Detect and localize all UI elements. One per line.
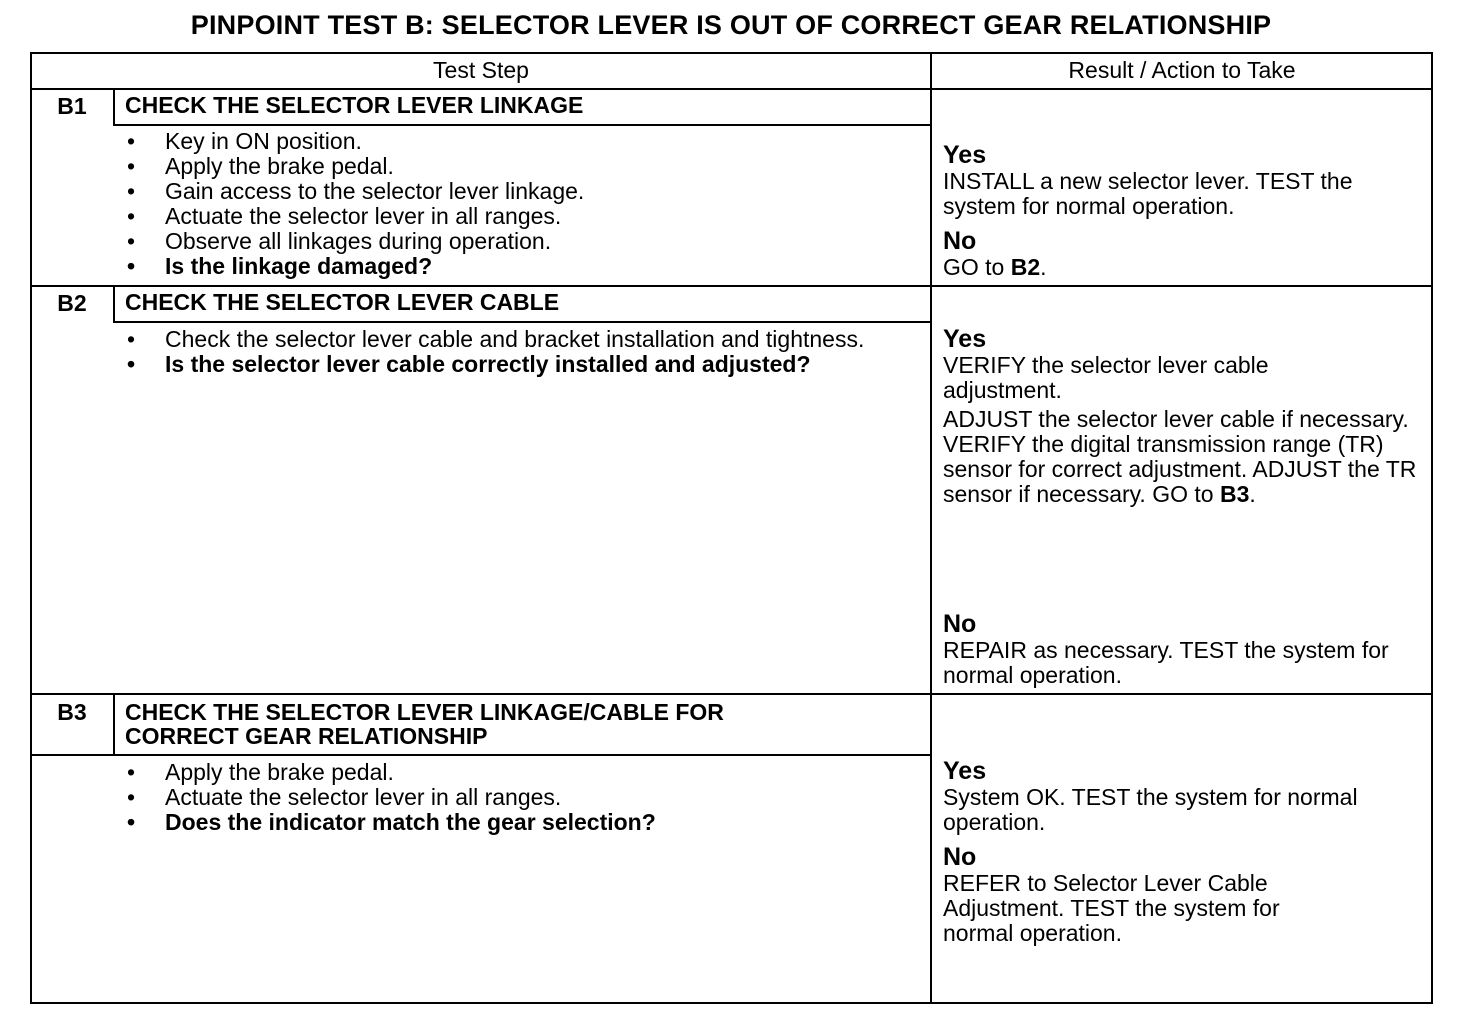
step-title-b2: CHECK THE SELECTOR LEVER CABLE <box>125 289 560 315</box>
step-reference: B3 <box>1219 481 1250 507</box>
no-action: REPAIR as necessary. TEST the system for normal operation. <box>943 637 1389 688</box>
header-result: Result / Action to Take <box>1068 57 1296 83</box>
yes-action: INSTALL a new selector lever. TEST the system for normal operation. <box>943 168 1353 219</box>
step-title-b1: CHECK THE SELECTOR LEVER LINKAGE <box>125 92 584 118</box>
no-label: No <box>943 227 977 255</box>
step-reference: B2 <box>1010 254 1041 280</box>
list-item: • Observe all linkages during operation. <box>127 229 930 254</box>
result-b2-yes <box>933 325 1428 507</box>
step-question-b1: • Is the linkage damaged? <box>127 254 930 279</box>
list-item: • Key in ON position. <box>127 129 930 154</box>
no-action: GO to B2. <box>943 254 1047 280</box>
list-item: • Check the selector lever cable and bracket installation and tightness. <box>127 327 895 352</box>
step-code-b3: B3 <box>57 699 87 725</box>
list-item: • Apply the brake pedal. <box>127 760 930 785</box>
result-b3 <box>933 757 1428 946</box>
yes-action: VERIFY the selector lever cable adjustment. <box>943 352 1269 403</box>
step-question-b2: • Is the selector lever cable correctly installed and adjusted? <box>127 352 895 377</box>
step-title-b3: CHECK THE SELECTOR LEVER LINKAGE/CABLE FOR CORRECT GEAR RELATIONSHIP <box>125 699 724 749</box>
header-test-step: Test Step <box>433 57 529 83</box>
step-code-b1: B1 <box>57 93 87 119</box>
list-item: • Apply the brake pedal. <box>127 154 930 179</box>
yes-action-detail: ADJUST the selector lever cable if necessary. VERIFY the digital transmission range (TR) sensor for correct adjustment. ADJUST the TR sensor if necessary. GO to B3. <box>943 406 1417 507</box>
no-label: No <box>943 610 977 638</box>
yes-label: Yes <box>943 325 987 353</box>
list-item: • Actuate the selector lever in all ranges. <box>127 785 930 810</box>
step-code-b2: B2 <box>57 290 87 316</box>
result-b1 <box>933 141 1428 280</box>
divider <box>30 693 1433 695</box>
page-title: PINPOINT TEST B: SELECTOR LEVER IS OUT OF CORRECT GEAR RELATIONSHIP <box>190 10 1272 40</box>
step-list-b3 <box>115 752 930 835</box>
list-item: • Gain access to the selector lever linkage. <box>127 179 930 204</box>
yes-label: Yes <box>943 141 987 169</box>
yes-action: System OK. TEST the system for normal operation. <box>943 784 1358 835</box>
step-question-b3: • Does the indicator match the gear selection? <box>127 810 930 835</box>
list-item: • Actuate the selector lever in all ranges. <box>127 204 930 229</box>
no-action: REFER to Selector Lever Cable Adjustment. TEST the system for normal operation. <box>943 870 1280 946</box>
result-b2-no <box>933 610 1428 688</box>
divider <box>930 52 932 1004</box>
step-list-b1 <box>115 121 930 279</box>
step-list-b2 <box>115 319 895 377</box>
no-label: No <box>943 843 977 871</box>
yes-label: Yes <box>943 757 987 785</box>
